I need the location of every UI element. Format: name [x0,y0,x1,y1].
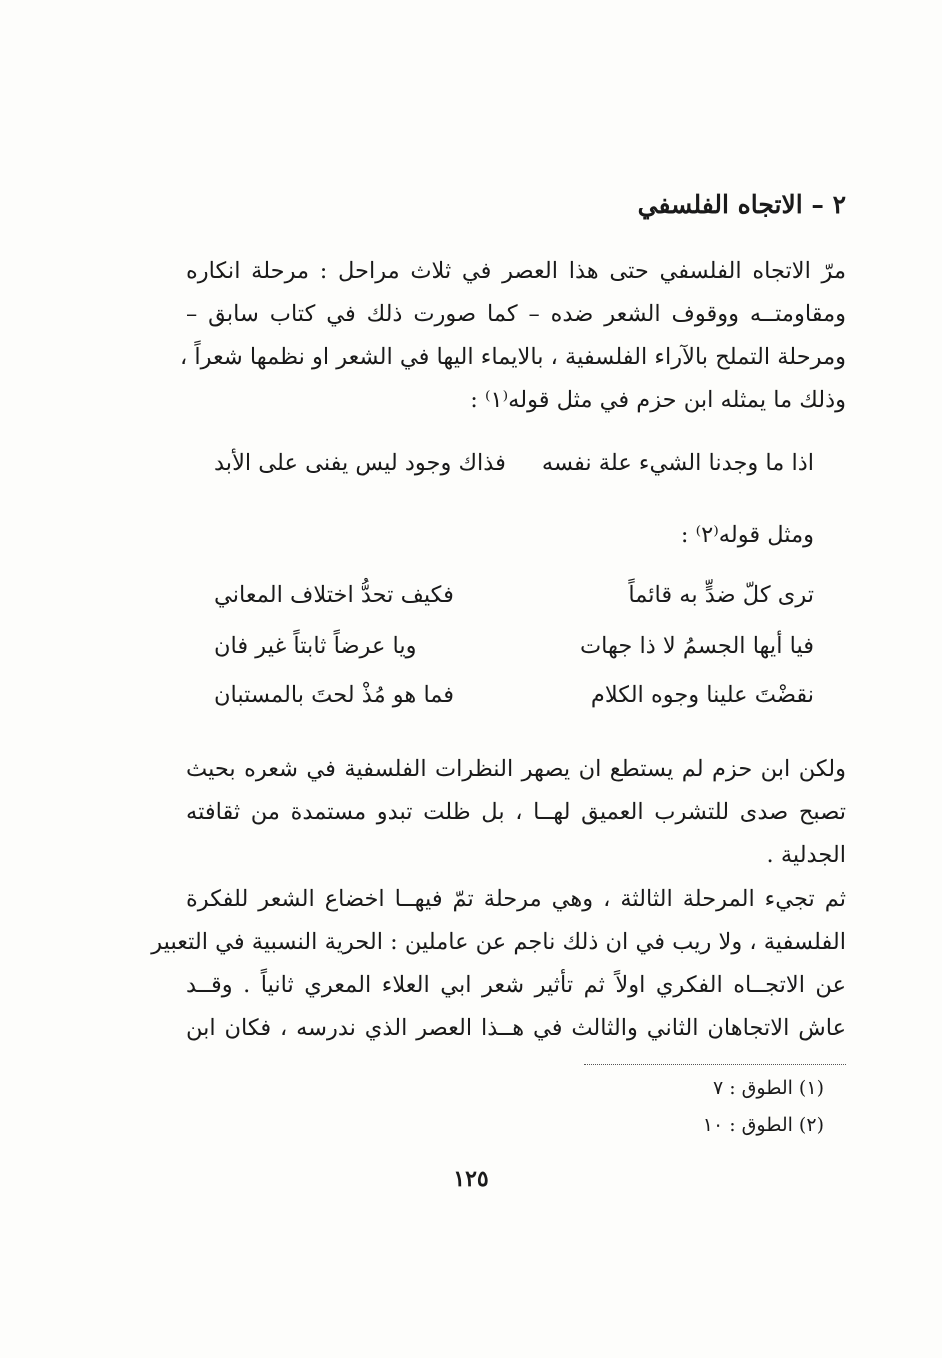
verse-second-hemistich: فذاك وجود ليس يفنى على الأبد [214,450,506,476]
footnote: (٢) الطوق : ١٠ [702,1114,824,1136]
paragraph-line: عاش الاتجاهان الثاني والثالث في هــذا العصر الذي ندرسه ، فكان ابن [186,1015,846,1041]
section-heading: ٢ – الاتجاه الفلسفي [637,190,846,219]
paragraph-line: مرّ الاتجاه الفلسفي حتى هذا العصر في ثلاث مراحل : مرحلة انكاره [186,258,846,284]
verse-line [214,450,814,490]
verse-line [214,582,814,622]
footnote: (١) الطوق : ٧ [712,1077,824,1099]
paragraph-line: ثم تجيء المرحلة الثالثة ، وهي مرحلة تمّ فيهــا اخضاع الشعر للفكرة [186,886,846,912]
verse-first-hemistich: ترى كلّ ضدٍّ به قائماً [628,582,814,608]
page-number: ١٢٥ [453,1166,489,1192]
paragraph-line: عن الاتجــاه الفكري اولاً ثم تأثير شعر ابي العلاء المعري ثانياً . وقــد [186,972,846,998]
verse-first-hemistich: اذا ما وجدنا الشيء علة نفسه [541,450,814,476]
paragraph-1 [179,250,846,422]
paragraph-line: تصبح صدى للتشرب العميق لهــا ، بل ظلت تبدو مستمدة من ثقافته [186,799,846,825]
paragraph-line: ولكن ابن حزم لم يستطع ان يصهر النظرات الفلسفية في شعره بحيث [186,756,846,782]
verse-first-hemistich: فيا أيها الجسمُ لا ذا جهات [580,633,814,659]
verse-line [214,633,814,673]
footnote-divider [584,1064,846,1065]
verse-first-hemistich: نقضْتَ علينا وجوه الكلام [590,682,814,708]
paragraph-line: وذلك ما يمثله ابن حزم في مثل قوله⁽١⁾ : [470,387,846,413]
paragraph-line: ومرحلة التملح بالآراء الفلسفية ، بالايماء اليها في الشعر او نظمها شعراً ، [179,344,846,370]
paragraph-3 [151,878,846,1050]
paragraph-line: ومقاومتــه ووقوف الشعر ضده – كما صورت ذلك في كتاب سابق – [186,301,846,327]
paragraph-line: الفلسفية ، ولا ريب في ان ذلك ناجم عن عاملين : الحرية النسبية في التعبير [151,929,846,955]
verse-second-hemistich: فما هو مُذْ لحتَ بالمستبان [214,682,455,708]
verse-intro: ومثل قوله⁽٢⁾ : [680,522,814,548]
paragraph-2 [186,748,846,877]
verse-line [214,682,814,722]
paragraph-line: الجدلية . [766,842,846,868]
verse-second-hemistich: فكيف تحدُّ اختلاف المعاني [214,582,454,608]
verse-second-hemistich: ويا عرضاً ثابتاً غير فان [214,633,417,659]
